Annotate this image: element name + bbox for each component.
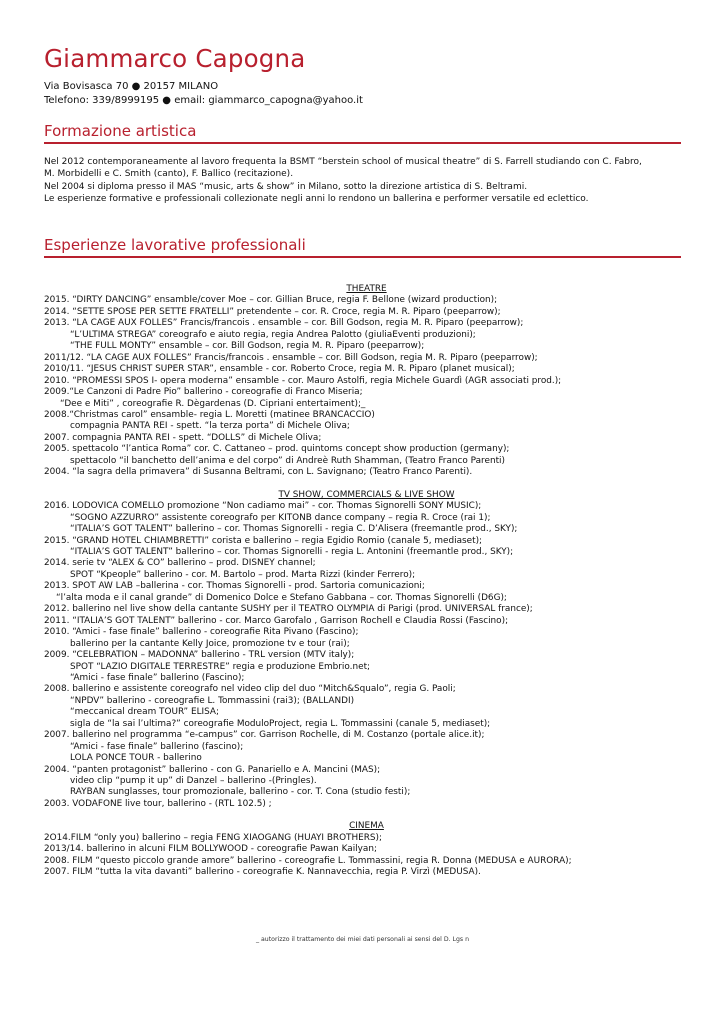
list-item: “Amici - fase finale” ballerino (fascino); [70, 741, 244, 752]
list-item: “THE FULL MONTY” ensamble – cor. Bill Godson, regia M. R. Piparo (peeparrow); [70, 341, 425, 352]
candidate-name: Giammarco Capogna [44, 44, 306, 73]
list-item: 2010. “Amici - fase finale” ballerino - coreografie Rita Pivano (Fascino); [44, 627, 359, 638]
list-item: 2005. spettacolo “l’antica Roma” cor. C. Cattaneo – prod. quintoms concept show production (germany); [44, 444, 510, 455]
list-item: “Dee e Miti” , coreografie R. Dègardenas (D. Cipriani entertaiment);_ [60, 398, 366, 409]
list-item: 2007. compagnia PANTA REI - spett. “DOLLS” di Michele Oliva; [44, 432, 322, 443]
education-section-title: Formazione artistica [44, 122, 197, 140]
list-item: SPOT “Kpeople” ballerino - cor. M. Bartolo – prod. Marta Rizzi (kinder Ferrero); [70, 569, 416, 580]
list-item: 2003. VODAFONE live tour, ballerino - (RTL 102.5) ; [44, 798, 272, 809]
education-text [44, 156, 689, 205]
list-item: video clip “pump it up” di Danzel – ballerino -(Pringles). [70, 776, 317, 787]
list-item: 2012. ballerino nel live show della cantante SUSHY per il TEATRO OLYMPIA di Parigi (prod. UNIVERSAL france); [44, 604, 533, 615]
education-line: Nel 2004 si diploma presso il MAS “music, arts & show” in Milano, sotto la direzione artistica di S. Beltrami. [44, 181, 528, 192]
list-item: 2013. “LA CAGE AUX FOLLES” Francis/francois . ensamble – cor. Bill Godson, regia M. R. Piparo (peeparrow); [44, 318, 524, 329]
education-line: M. Morbidelli e C. Smith (canto), F. Ballico (recitazione). [44, 169, 294, 180]
list-item: “L’ULTIMA STREGA” coreografo e aiuto regia, regia Andrea Palotto (giuliaEventi produzioni); [70, 329, 476, 340]
list-item: SPOT “LAZIO DIGITALE TERRESTRE” regia e produzione Embrio.net; [70, 661, 371, 672]
contact-line: Telefono: 339/8999195 ● email: giammarco_capogna@yahoo.it [44, 95, 363, 106]
list-item: 2007. ballerino nel programma “e-campus” cor. Garrison Rochelle, di M. Costanzo (portale alice.it); [44, 730, 485, 741]
list-item: compagnia PANTA REI - spett. “la terza porta” di Michele Oliva; [70, 421, 350, 432]
list-item: “ITALIA’S GOT TALENT” ballerino – cor. Thomas Signorelli - regia C. D’Alisera (freemantle prod., SKY); [70, 524, 518, 535]
list-item: “NPDV” ballerino - coreografie L. Tommassini (rai3); (BALLANDI) [70, 695, 355, 706]
cinema-heading: CINEMA [349, 821, 384, 832]
section-divider [44, 256, 681, 258]
list-item: “ITALIA’S GOT TALENT” ballerino – cor. Thomas Signorelli - regia L. Antonini (freemantle prod., SKY); [70, 546, 514, 557]
theatre-heading: THEATRE [346, 284, 387, 294]
list-item: 2008. FILM “questo piccolo grande amore” ballerino - coreografie L. Tommassini, regia R. Donna (MEDUSA e AURORA); [44, 855, 572, 866]
list-item: “Amici - fase finale” ballerino (Fascino); [70, 672, 245, 683]
list-item: spettacolo “il banchetto dell’anima e del corpo” di Andreè Ruth Shamman, (Teatro Franco Parenti) [70, 455, 505, 466]
list-item: “l’alta moda e il canal grande” di Domenico Dolce e Stefano Gabbana – cor. Thomas Signorelli (D6G); [56, 592, 507, 603]
list-item: 2015. “DIRTY DANCING” ensamble/cover Moe – cor. Gillian Bruce, regia F. Bellone (wizard production); [44, 295, 498, 306]
list-item: 2004. “la sagra della primavera” di Susanna Beltrami, con L. Savignano; (Teatro Franco Parenti). [44, 467, 473, 478]
list-item: “SOGNO AZZURRO” assistente coreografo per KITONB dance company – regia R. Croce (rai 1); [70, 512, 491, 523]
list-item: 2009.“Le Canzoni di Padre Pio” ballerino - coreografie di Franco Miseria; [44, 387, 363, 398]
list-item: 2007. FILM “tutta la vita davanti” ballerino - coreografie K. Nannavecchia, regia P. Virzì (MEDUSA). [44, 867, 481, 878]
list-item: LOLA PONCE TOUR - ballerino [70, 753, 202, 764]
list-item: 2O14.FILM “only you) ballerino – regia FENG XIAOGANG (HUAYI BROTHERS); [44, 832, 383, 843]
list-item: 2010. “PROMESSI SPOS I- opera moderna” ensamble - cor. Mauro Astolfi, regia Michele Guardì (AGR associati prod.); [44, 375, 562, 386]
list-item: 2008. ballerino e assistente coreografo nel video clip del duo “Mitch&Squalo”, regia G. Paoli; [44, 684, 456, 695]
list-item: 2004. “panten protagonist” ballerino - con G. Panariello e A. Mancini (MAS); [44, 764, 381, 775]
list-item: ballerino per la cantante Kelly Joice, promozione tv e tour (rai); [70, 638, 350, 649]
list-item: RAYBAN sunglasses, tour promozionale, ballerino - cor. T. Cona (studio festi); [70, 787, 411, 798]
education-line: Le esperienze formative e professionali collezionate negli anni lo rendono un ballerina e performer versatile ed eclettico. [44, 193, 589, 204]
list-item: 2008.“Christmas carol” ensamble- regia L. Moretti (matinee BRANCACCIO) [44, 409, 375, 420]
list-item: 2010/11. “JESUS CHRIST SUPER STAR”, ensamble - cor. Roberto Croce, regia M. R. Piparo (planet musical); [44, 364, 515, 375]
list-item: 2013. SPOT AW LAB –ballerina - cor. Thomas Signorelli - prod. Sartoria comunicazioni; [44, 581, 425, 592]
list-item: 2011/12. “LA CAGE AUX FOLLES” Francis/francois . ensamble – cor. Bill Godson, regia M. R. Piparo (peeparrow); [44, 352, 538, 363]
experience-list [44, 284, 689, 879]
tv-heading: TV SHOW, COMMERCIALS & LIVE SHOW [278, 489, 455, 500]
education-line: Nel 2012 contemporaneamente al lavoro frequenta la BSMT “berstein school of musical theatre” di S. Farrell studiando con C. Fabro, [44, 157, 642, 167]
address-line: Via Bovisasca 70 ● 20157 MILANO [44, 81, 219, 92]
list-item: 2013/14. ballerino in alcuni FILM BOLLYWOOD - coreografie Pawan Kailyan; [44, 844, 377, 855]
list-item: “meccanical dream TOUR” ELISA; [70, 707, 219, 718]
privacy-footer: _ autorizzo il trattamento dei miei dati personali ai sensi del D. Lgs n [255, 936, 470, 943]
list-item: 2014. “SETTE SPOSE PER SETTE FRATELLI” pretendente – cor. R. Croce, regia M. R. Piparo (peeparrow); [44, 306, 501, 317]
list-item: 2011. “ITALIA’S GOT TALENT” ballerino - cor. Marco Garofalo , Garrison Rochell e Claudia Rossi (Fascino); [44, 615, 509, 626]
section-divider [44, 142, 681, 144]
list-item: 2016. LODOVICA COMELLO promozione “Non cadiamo mai” - cor. Thomas Signorelli SONY MUSIC); [44, 501, 482, 512]
list-item: 2015. “GRAND HOTEL CHIAMBRETTI” corista e ballerino – regia Egidio Romio (canale 5, mediaset); [44, 535, 483, 546]
list-item: sigla de “la sai l’ultima?” coreografie ModuloProject, regia L. Tommassini (canale 5, mediaset); [70, 718, 491, 729]
list-item: 2014. serie tv “ALEX & CO” ballerino – prod. DISNEY channel; [44, 558, 316, 569]
list-item: 2009. “CELEBRATION – MADONNA” ballerino - TRL version (MTV italy); [44, 650, 355, 661]
experience-section-title: Esperienze lavorative professionali [44, 236, 306, 254]
